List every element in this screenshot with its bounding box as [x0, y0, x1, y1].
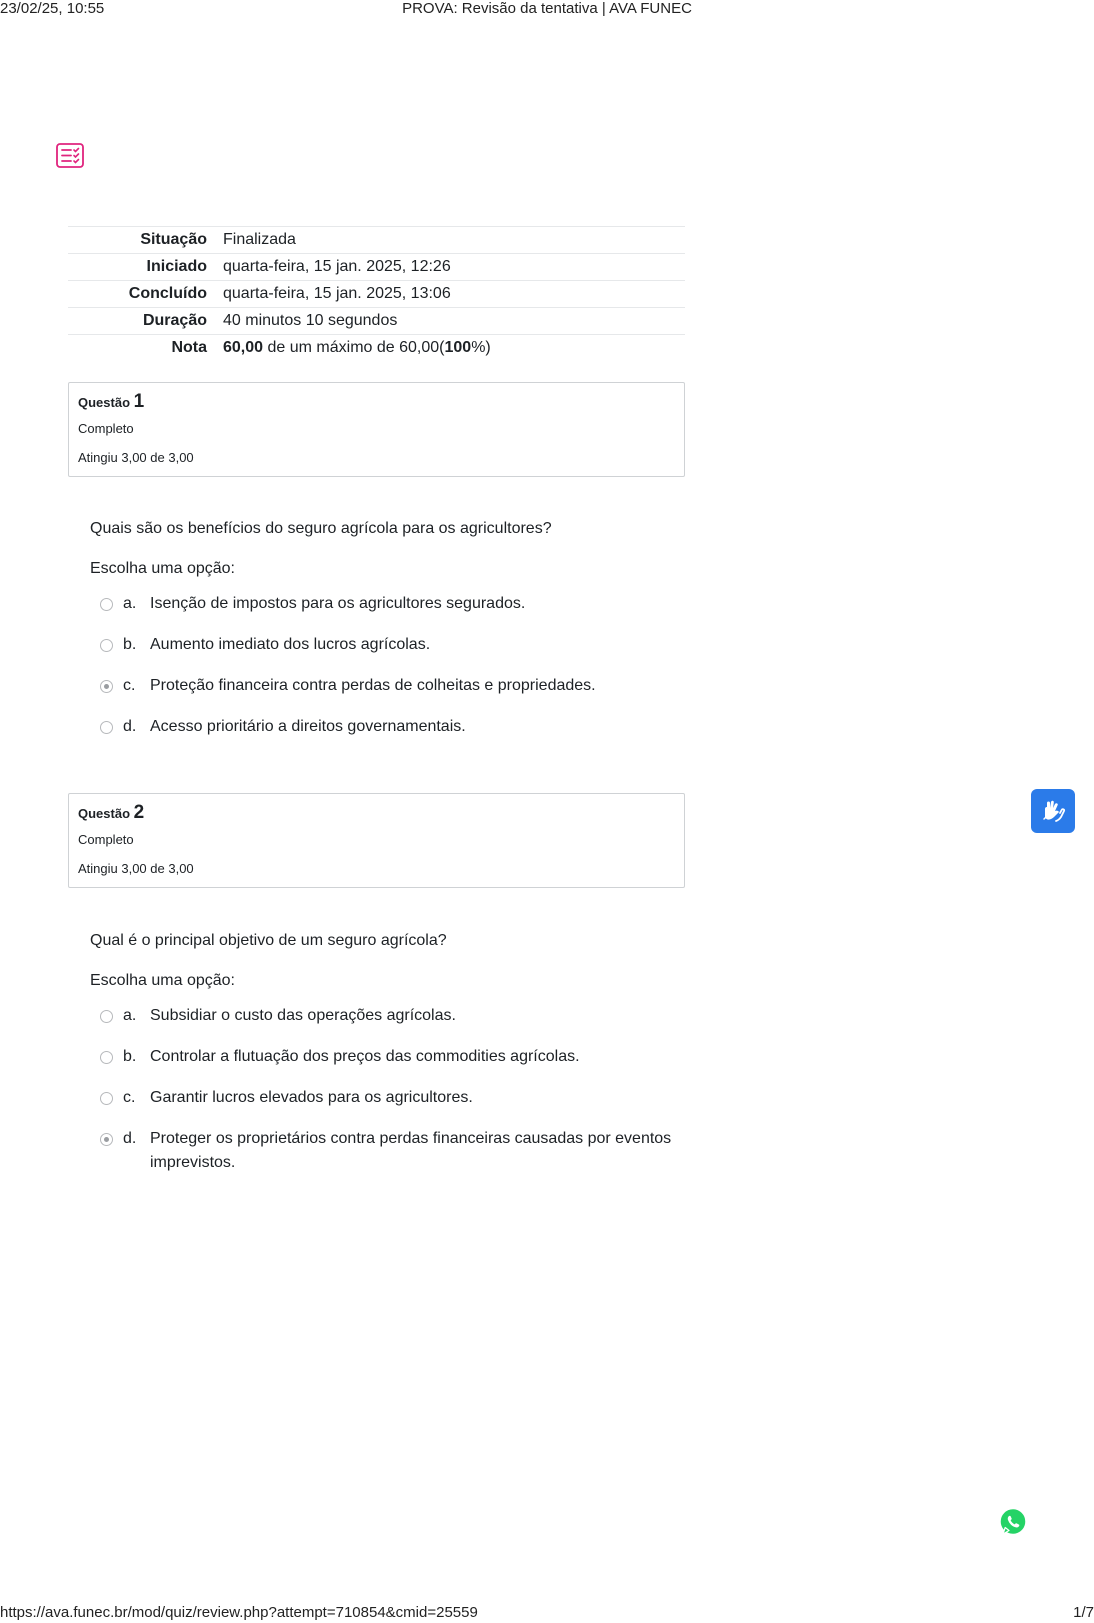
- answer-radio[interactable]: [100, 639, 113, 652]
- answer-letter: a.: [123, 1007, 137, 1024]
- summary-value: Finalizada: [223, 231, 296, 248]
- quiz-icon: [56, 143, 84, 168]
- print-url: https://ava.funec.br/mod/quiz/review.php?attempt=710854&cmid=25559: [0, 1604, 478, 1621]
- question-number: [78, 391, 675, 413]
- answer-text: Proteger os proprietários contra perdas financeiras causadas por eventos imprevistos.: [150, 1130, 672, 1171]
- sign-language-hands-icon: [1039, 797, 1067, 825]
- answer-option-b: [90, 1045, 690, 1069]
- question-grade: Atingiu 3,00 de 3,00: [78, 450, 194, 465]
- print-footer: [0, 1603, 1094, 1623]
- answer-letter: c.: [123, 1089, 136, 1106]
- answer-radio[interactable]: [100, 1010, 113, 1023]
- question-state: Completo: [78, 421, 134, 436]
- summary-row-started: [68, 254, 685, 281]
- whatsapp-icon[interactable]: [998, 1507, 1028, 1537]
- print-page-title: PROVA: Revisão da tentativa | AVA FUNEC: [402, 0, 692, 17]
- answer-letter: b.: [123, 1048, 137, 1065]
- answer-radio-selected[interactable]: [100, 680, 113, 693]
- grade-percent: 100: [444, 339, 472, 357]
- answer-radio[interactable]: [100, 1092, 113, 1105]
- question-number-value: 2: [133, 802, 145, 823]
- summary-row-duration: [68, 308, 685, 335]
- answer-letter: d.: [123, 1130, 137, 1147]
- question-state: Completo: [78, 832, 134, 847]
- answer-letter: b.: [123, 636, 137, 653]
- answer-radio[interactable]: [100, 598, 113, 611]
- answer-letter: c.: [123, 677, 136, 694]
- question-info-1: [68, 382, 685, 477]
- answer-option-a: [90, 592, 690, 616]
- question-label: Questão: [78, 395, 131, 410]
- summary-row-grade: [68, 335, 685, 362]
- print-page-number: 1/7: [1073, 1604, 1094, 1621]
- print-header: [0, 0, 1094, 18]
- summary-label: Concluído: [128, 285, 207, 302]
- attempt-summary-table: [68, 226, 685, 362]
- question-number-value: 1: [133, 391, 145, 412]
- answer-text: Garantir lucros elevados para os agricultores.: [150, 1089, 473, 1106]
- answer-radio[interactable]: [100, 721, 113, 734]
- summary-row-status: [68, 227, 685, 254]
- answer-radio-selected[interactable]: [100, 1133, 113, 1146]
- answer-option-d: [90, 715, 690, 739]
- answer-text: Subsidiar o custo das operações agrícolas.: [150, 1007, 456, 1024]
- answer-text: Isenção de impostos para os agricultores segurados.: [150, 595, 526, 612]
- answer-text: Proteção financeira contra perdas de colheitas e propriedades.: [150, 677, 596, 694]
- answer-text: Controlar a flutuação dos preços das commodities agrícolas.: [150, 1048, 580, 1065]
- answer-option-b: [90, 633, 690, 657]
- answer-option-d: [90, 1127, 690, 1175]
- grade-value: [223, 335, 685, 362]
- summary-value: quarta-feira, 15 jan. 2025, 12:26: [223, 258, 451, 275]
- answer-option-c: [90, 674, 690, 698]
- libras-accessibility-button[interactable]: [1031, 789, 1075, 833]
- summary-value: quarta-feira, 15 jan. 2025, 13:06: [223, 285, 451, 302]
- question-formulation-1: [90, 520, 690, 756]
- summary-row-completed: [68, 281, 685, 308]
- question-text: Quais são os benefícios do seguro agrícola para os agricultores?: [90, 520, 552, 537]
- grade-text: de um máximo de 60,00(: [267, 339, 445, 357]
- summary-value: 40 minutos 10 segundos: [223, 312, 398, 329]
- summary-label: Iniciado: [146, 258, 207, 275]
- question-formulation-2: [90, 932, 690, 1192]
- answer-option-c: [90, 1086, 690, 1110]
- summary-label: Situação: [140, 231, 207, 248]
- grade-label: Nota: [171, 339, 207, 357]
- question-number: [78, 802, 675, 824]
- summary-label: Duração: [142, 312, 207, 329]
- question-info-2: [68, 793, 685, 888]
- grade-text-end: %): [471, 339, 491, 357]
- answer-letter: a.: [123, 595, 137, 612]
- answer-text: Aumento imediato dos lucros agrícolas.: [150, 636, 431, 653]
- grade-score: 60,00: [223, 339, 264, 357]
- answer-text: Acesso prioritário a direitos governamentais.: [150, 718, 466, 735]
- answer-prompt: Escolha uma opção:: [90, 560, 235, 577]
- answer-radio[interactable]: [100, 1051, 113, 1064]
- question-grade: Atingiu 3,00 de 3,00: [78, 861, 194, 876]
- question-label: Questão: [78, 806, 131, 821]
- print-datetime: 23/02/25, 10:55: [0, 0, 105, 17]
- question-text: Qual é o principal objetivo de um seguro agrícola?: [90, 932, 447, 949]
- answer-prompt: Escolha uma opção:: [90, 972, 235, 989]
- answer-letter: d.: [123, 718, 137, 735]
- answer-option-a: [90, 1004, 690, 1028]
